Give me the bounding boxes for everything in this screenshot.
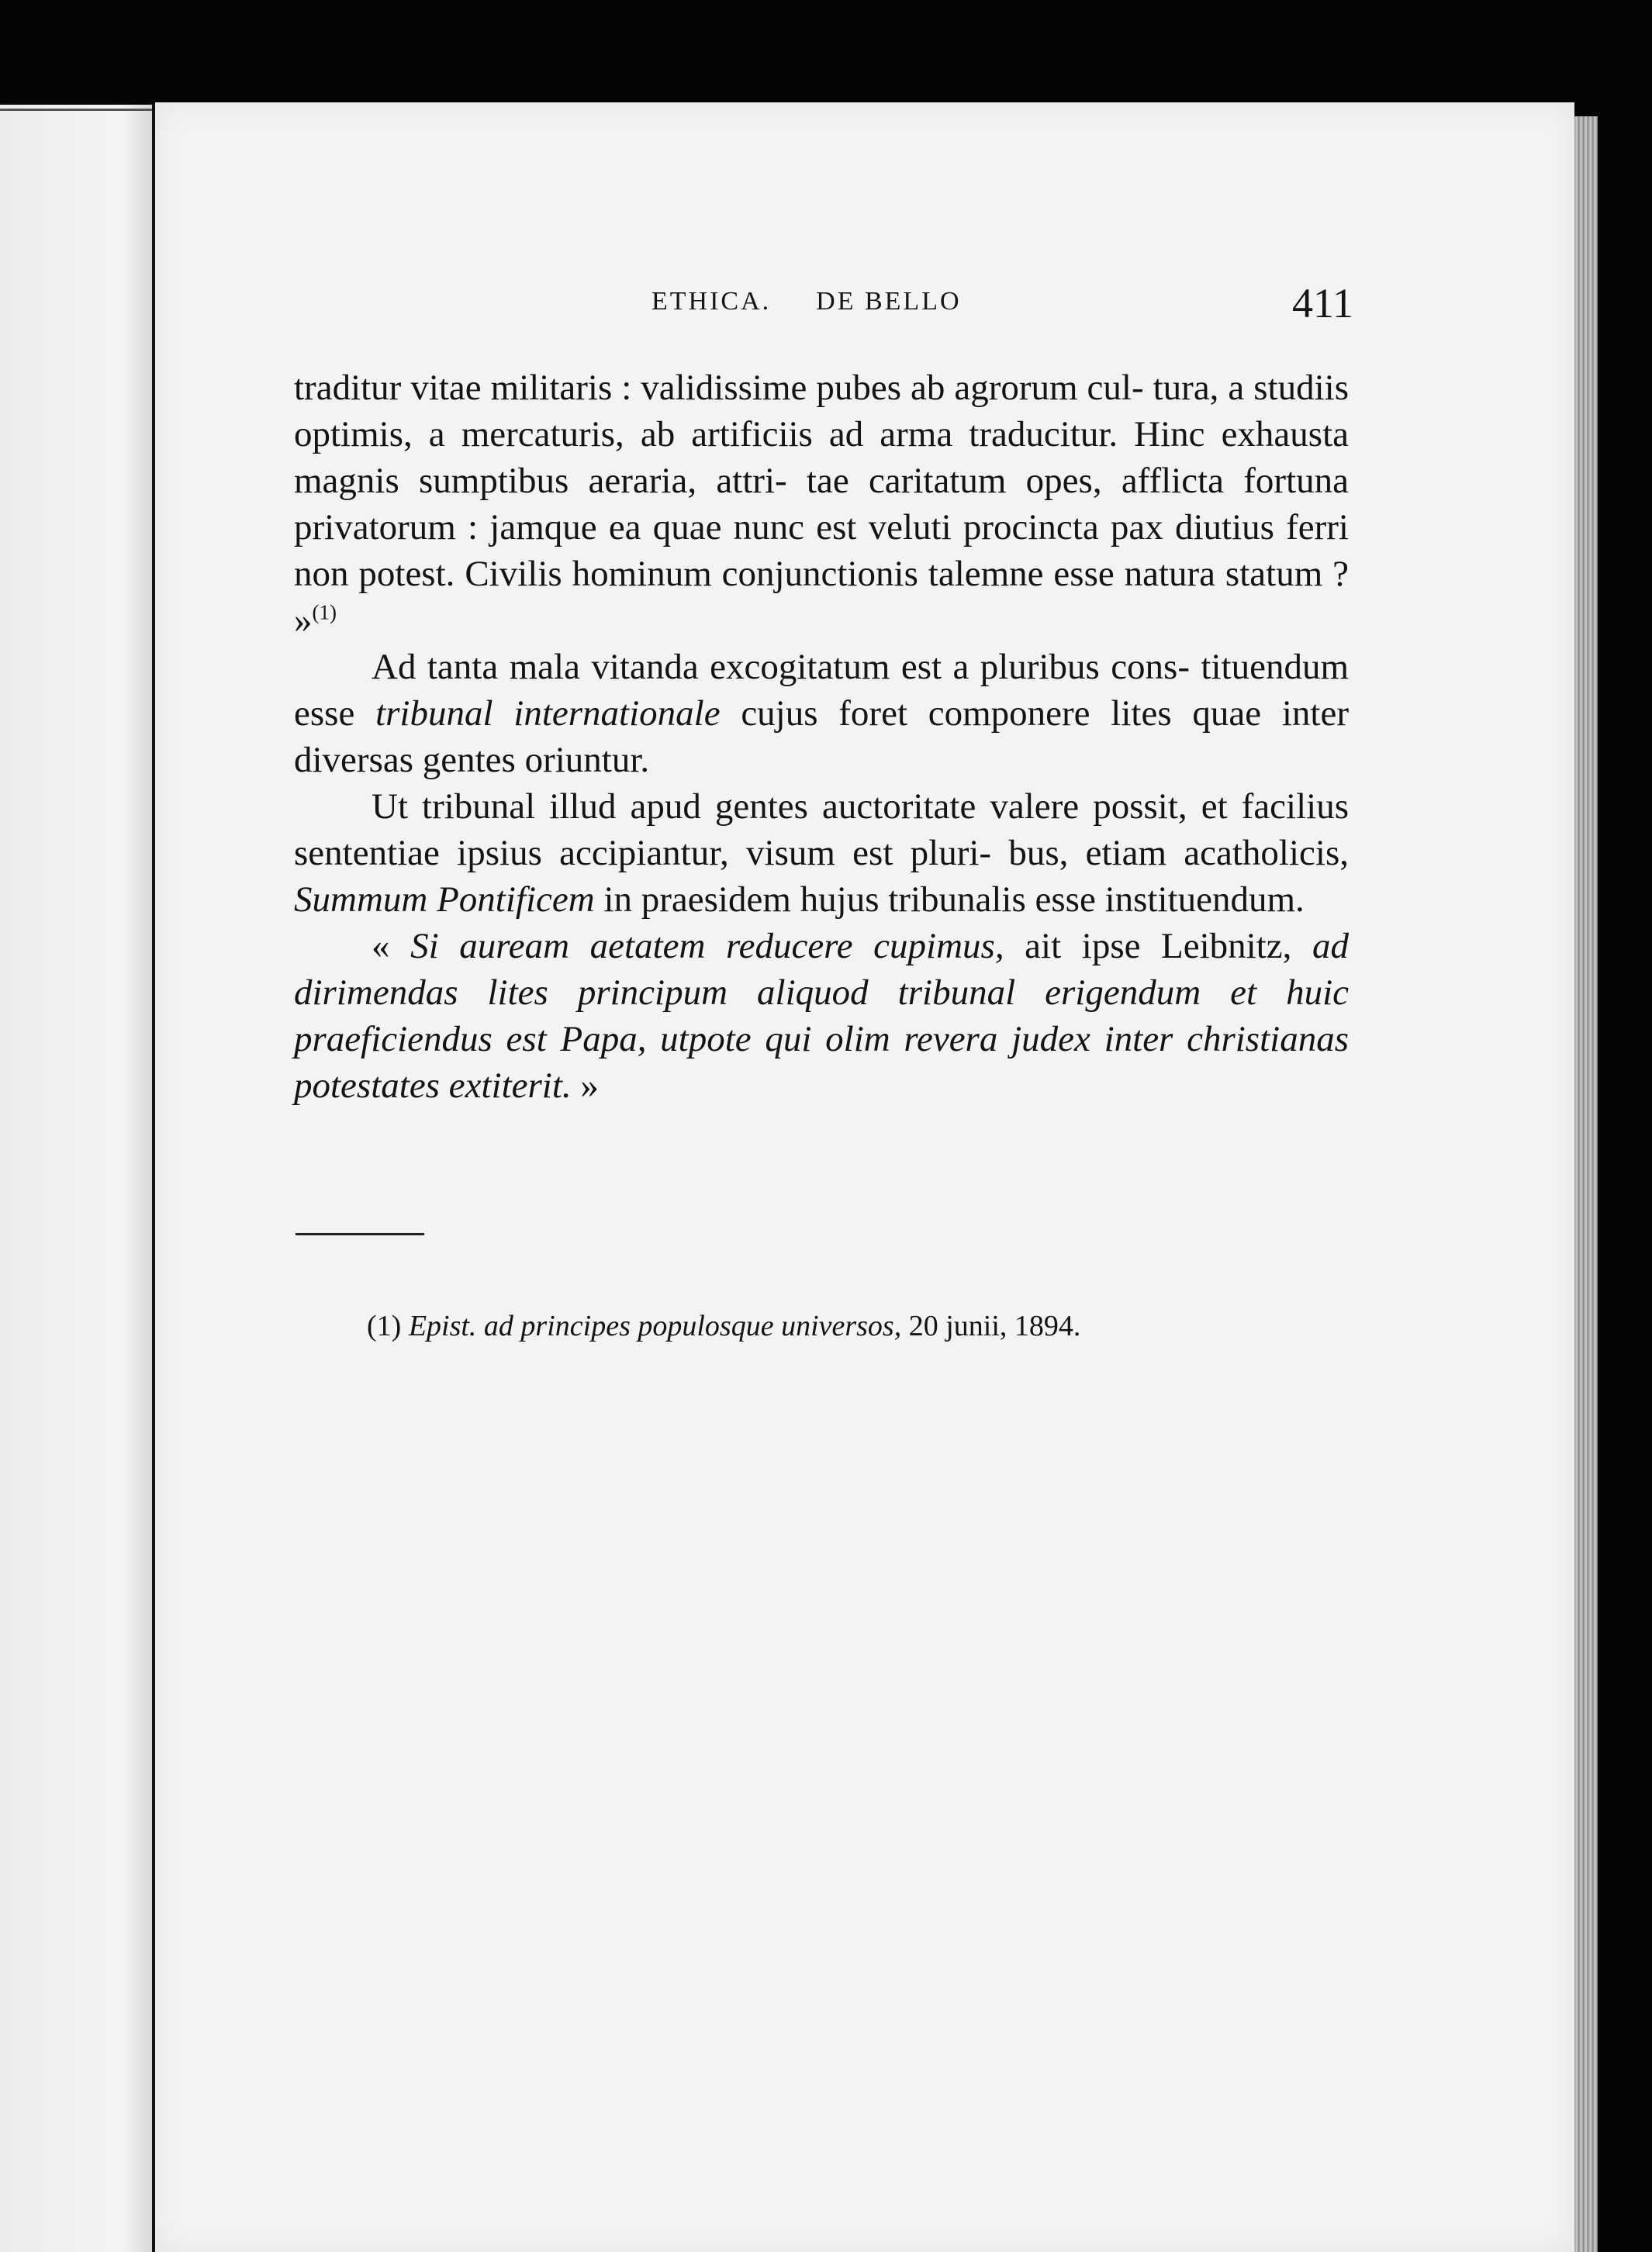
running-head <box>651 287 962 316</box>
text-line: et facilius sententiae ipsius accipiantur, visum est pluri- <box>294 786 1350 873</box>
footnote-title: Epist. ad principes populosque universos, <box>408 1310 902 1342</box>
left-page-rule <box>0 109 152 111</box>
footnote-date: 20 junii, 1894. <box>901 1310 1081 1342</box>
text-line: lites quae inter diversas gentes oriuntur. <box>294 693 1349 780</box>
italic-quote: ad dirimendas lites principum aliquod tribunal erigendum et <box>294 926 1350 1013</box>
footnote-reference: (1) <box>312 600 337 624</box>
right-page-edge <box>1574 116 1598 2252</box>
footnote <box>367 1309 1080 1343</box>
quote-open: « <box>372 926 411 966</box>
text-fragment: bus, etiam acatholicis, <box>1008 833 1350 873</box>
italic-term: Summum Pontificem <box>294 879 595 920</box>
page-number: 411 <box>1292 280 1353 326</box>
paragraph-1 <box>294 364 1349 644</box>
text-fragment: cujus foret componere <box>720 693 1090 734</box>
running-title-left: ETHICA. <box>651 287 772 316</box>
footnote-rule <box>295 1233 424 1235</box>
text-fragment: ait ipse Leibnitz, <box>1004 926 1292 966</box>
text-line: traducitur. Hinc exhausta magnis sumptibus aeraria, attri- <box>294 414 1350 501</box>
text-line: Ad tanta mala vitanda excogitatum est a pluribus cons- <box>372 647 1190 687</box>
text-line: tae caritatum opes, afflicta fortuna privatorum : jamque ea <box>294 461 1349 547</box>
italic-quote: Si auream aetatem reducere cupimus, <box>410 926 1004 966</box>
paragraph-3 <box>294 783 1349 923</box>
text-line: quae nunc est veluti procincta pax diutius ferri non potest. <box>294 507 1349 594</box>
text-line: hujus tribunalis esse instituendum. <box>800 879 1305 920</box>
text-line: traditur vitae militaris : validissime pubes ab agrorum cul- <box>294 368 1144 408</box>
paragraph-2 <box>294 644 1349 783</box>
text-fragment: tituendum esse <box>294 647 1350 734</box>
italic-quote: huic praeficiendus est Papa, utpote qui olim revera judex inter <box>294 972 1349 1059</box>
quote-close: » <box>571 1066 599 1106</box>
running-title-right: DE BELLO <box>816 287 962 316</box>
text-line: tura, a studiis optimis, a mercaturis, ab artificiis ad arma <box>294 368 1350 454</box>
main-text <box>294 364 1349 1109</box>
italic-term: tribunal internationale <box>375 693 721 734</box>
text-fragment: in praesidem <box>594 879 791 920</box>
paragraph-4-quote <box>294 923 1349 1109</box>
text-line: Civilis hominum conjunctionis talemne esse natura statum ? » <box>294 554 1350 641</box>
text-line: Ut tribunal illud apud gentes auctoritate valere possit, <box>372 786 1187 827</box>
italic-quote: christianas potestates extiterit. <box>294 1019 1350 1106</box>
footnote-marker: (1) <box>367 1310 402 1342</box>
left-page-edge <box>0 105 156 2252</box>
